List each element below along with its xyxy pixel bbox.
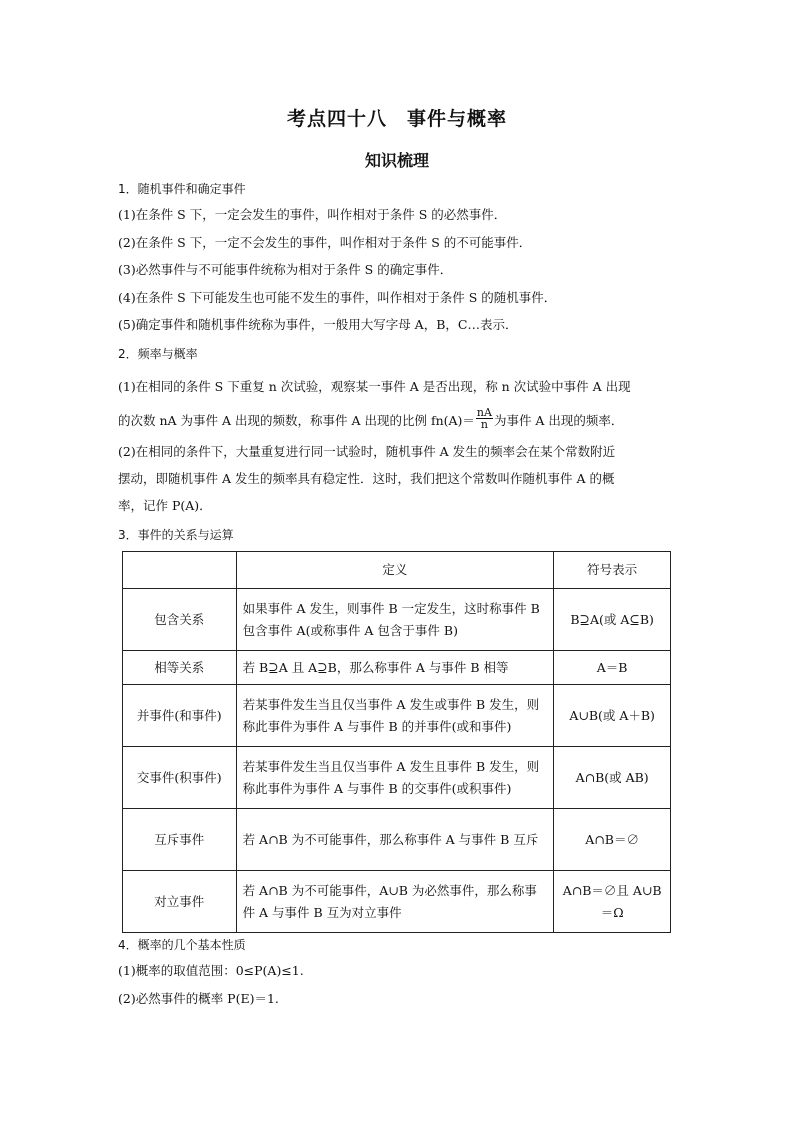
relation-symbol: A＝B bbox=[554, 651, 671, 685]
section2-paragraph1-line2 bbox=[118, 406, 624, 433]
section2-paragraph2-line1: (2)在相同的条件下，大量重复进行同一试验时，随机事件 A 发生的频率会在某个常数附近 bbox=[118, 444, 616, 459]
section1-heading: 1．随机事件和确定事件 bbox=[118, 182, 246, 196]
header-cell-symbol: 符号表示 bbox=[554, 552, 671, 589]
frequency-text-a: 的次数 nA 为事件 A 出现的频数，称事件 A 出现的比例 fn(A)＝ bbox=[118, 413, 475, 428]
section2-paragraph1-line1: (1)在相同的条件 S 下重复 n 次试验，观察某一事件 A 是否出现，称 n 次试验中事件 A 出现 bbox=[118, 379, 631, 394]
frequency-fraction bbox=[476, 407, 493, 430]
relation-name: 对立事件 bbox=[123, 871, 237, 933]
section2-paragraph2-line2: 摆动，即随机事件 A 发生的频率具有稳定性．这时，我们把这个常数叫作随机事件 A 的概 bbox=[118, 471, 615, 486]
relation-name: 包含关系 bbox=[123, 589, 237, 651]
header-cell-definition: 定义 bbox=[236, 552, 554, 589]
table-row bbox=[123, 871, 671, 933]
table-row bbox=[123, 685, 671, 747]
relation-definition: 若 A∩B 为不可能事件，那么称事件 A 与事件 B 互斥 bbox=[236, 809, 554, 871]
relation-name: 交事件(积事件) bbox=[123, 747, 237, 809]
section1-item: (2)在条件 S 下，一定不会发生的事件，叫作相对于条件 S 的不可能事件． bbox=[118, 235, 532, 250]
relation-name: 并事件(和事件) bbox=[123, 685, 237, 747]
section1-item: (5)确定事件和随机事件统称为事件，一般用大写字母 A，B，C…表示． bbox=[118, 317, 518, 332]
page-title: 考点四十八 事件与概率 bbox=[286, 108, 507, 130]
relation-definition: 若某事件发生当且仅当事件 A 发生或事件 B 发生，则称此事件为事件 A 与事件 B 的并事件(或和事件) bbox=[236, 685, 554, 747]
section3-heading: 3．事件的关系与运算 bbox=[118, 528, 234, 542]
relation-definition: 如果事件 A 发生，则事件 B 一定发生，这时称事件 B 包含事件 A(或称事件 A 包含于事件 B) bbox=[236, 589, 554, 651]
relation-symbol: B⊇A(或 A⊆B) bbox=[554, 589, 671, 651]
section2-paragraph2-line3: 率，记作 P(A)． bbox=[118, 498, 212, 513]
table-row bbox=[123, 747, 671, 809]
relation-definition: 若 B⊇A 且 A⊇B，那么称事件 A 与事件 B 相等 bbox=[236, 651, 554, 685]
relation-symbol: A∩B＝∅ bbox=[554, 809, 671, 871]
frequency-text-b: 为事件 A 出现的频率． bbox=[493, 413, 624, 428]
fraction-numerator: nA bbox=[476, 406, 492, 419]
relation-definition: 若 A∩B 为不可能事件，A∪B 为必然事件，那么称事件 A 与事件 B 互为对立事件 bbox=[236, 871, 554, 933]
relation-symbol: A∩B(或 AB) bbox=[554, 747, 671, 809]
relation-symbol: A∪B(或 A＋B) bbox=[554, 685, 671, 747]
fraction-denominator: n bbox=[480, 418, 488, 431]
table-row bbox=[123, 809, 671, 871]
relation-definition: 若某事件发生当且仅当事件 A 发生且事件 B 发生，则称此事件为事件 A 与事件 B 的交事件(或积事件) bbox=[236, 747, 554, 809]
relation-name: 相等关系 bbox=[123, 651, 237, 685]
table-row bbox=[123, 651, 671, 685]
section1-item: (1)在条件 S 下，一定会发生的事件，叫作相对于条件 S 的必然事件． bbox=[118, 207, 507, 222]
header-cell-blank bbox=[123, 552, 237, 589]
section2-heading: 2．频率与概率 bbox=[118, 347, 198, 361]
table-row bbox=[123, 589, 671, 651]
event-relations-table bbox=[122, 551, 671, 933]
relation-symbol: A∩B＝∅且 A∪B＝Ω bbox=[554, 871, 671, 933]
section1-item: (4)在条件 S 下可能发生也可能不发生的事件，叫作相对于条件 S 的随机事件． bbox=[118, 290, 557, 305]
table-header-row bbox=[123, 552, 671, 589]
section4-item: (2)必然事件的概率 P(E)＝1. bbox=[118, 991, 279, 1006]
relation-name: 互斥事件 bbox=[123, 809, 237, 871]
section4-item: (1)概率的取值范围：0≤P(A)≤1. bbox=[118, 963, 304, 978]
section-subtitle: 知识梳理 bbox=[364, 151, 429, 170]
section4-heading: 4．概率的几个基本性质 bbox=[118, 938, 246, 952]
section1-item: (3)必然事件与不可能事件统称为相对于条件 S 的确定事件． bbox=[118, 262, 453, 277]
